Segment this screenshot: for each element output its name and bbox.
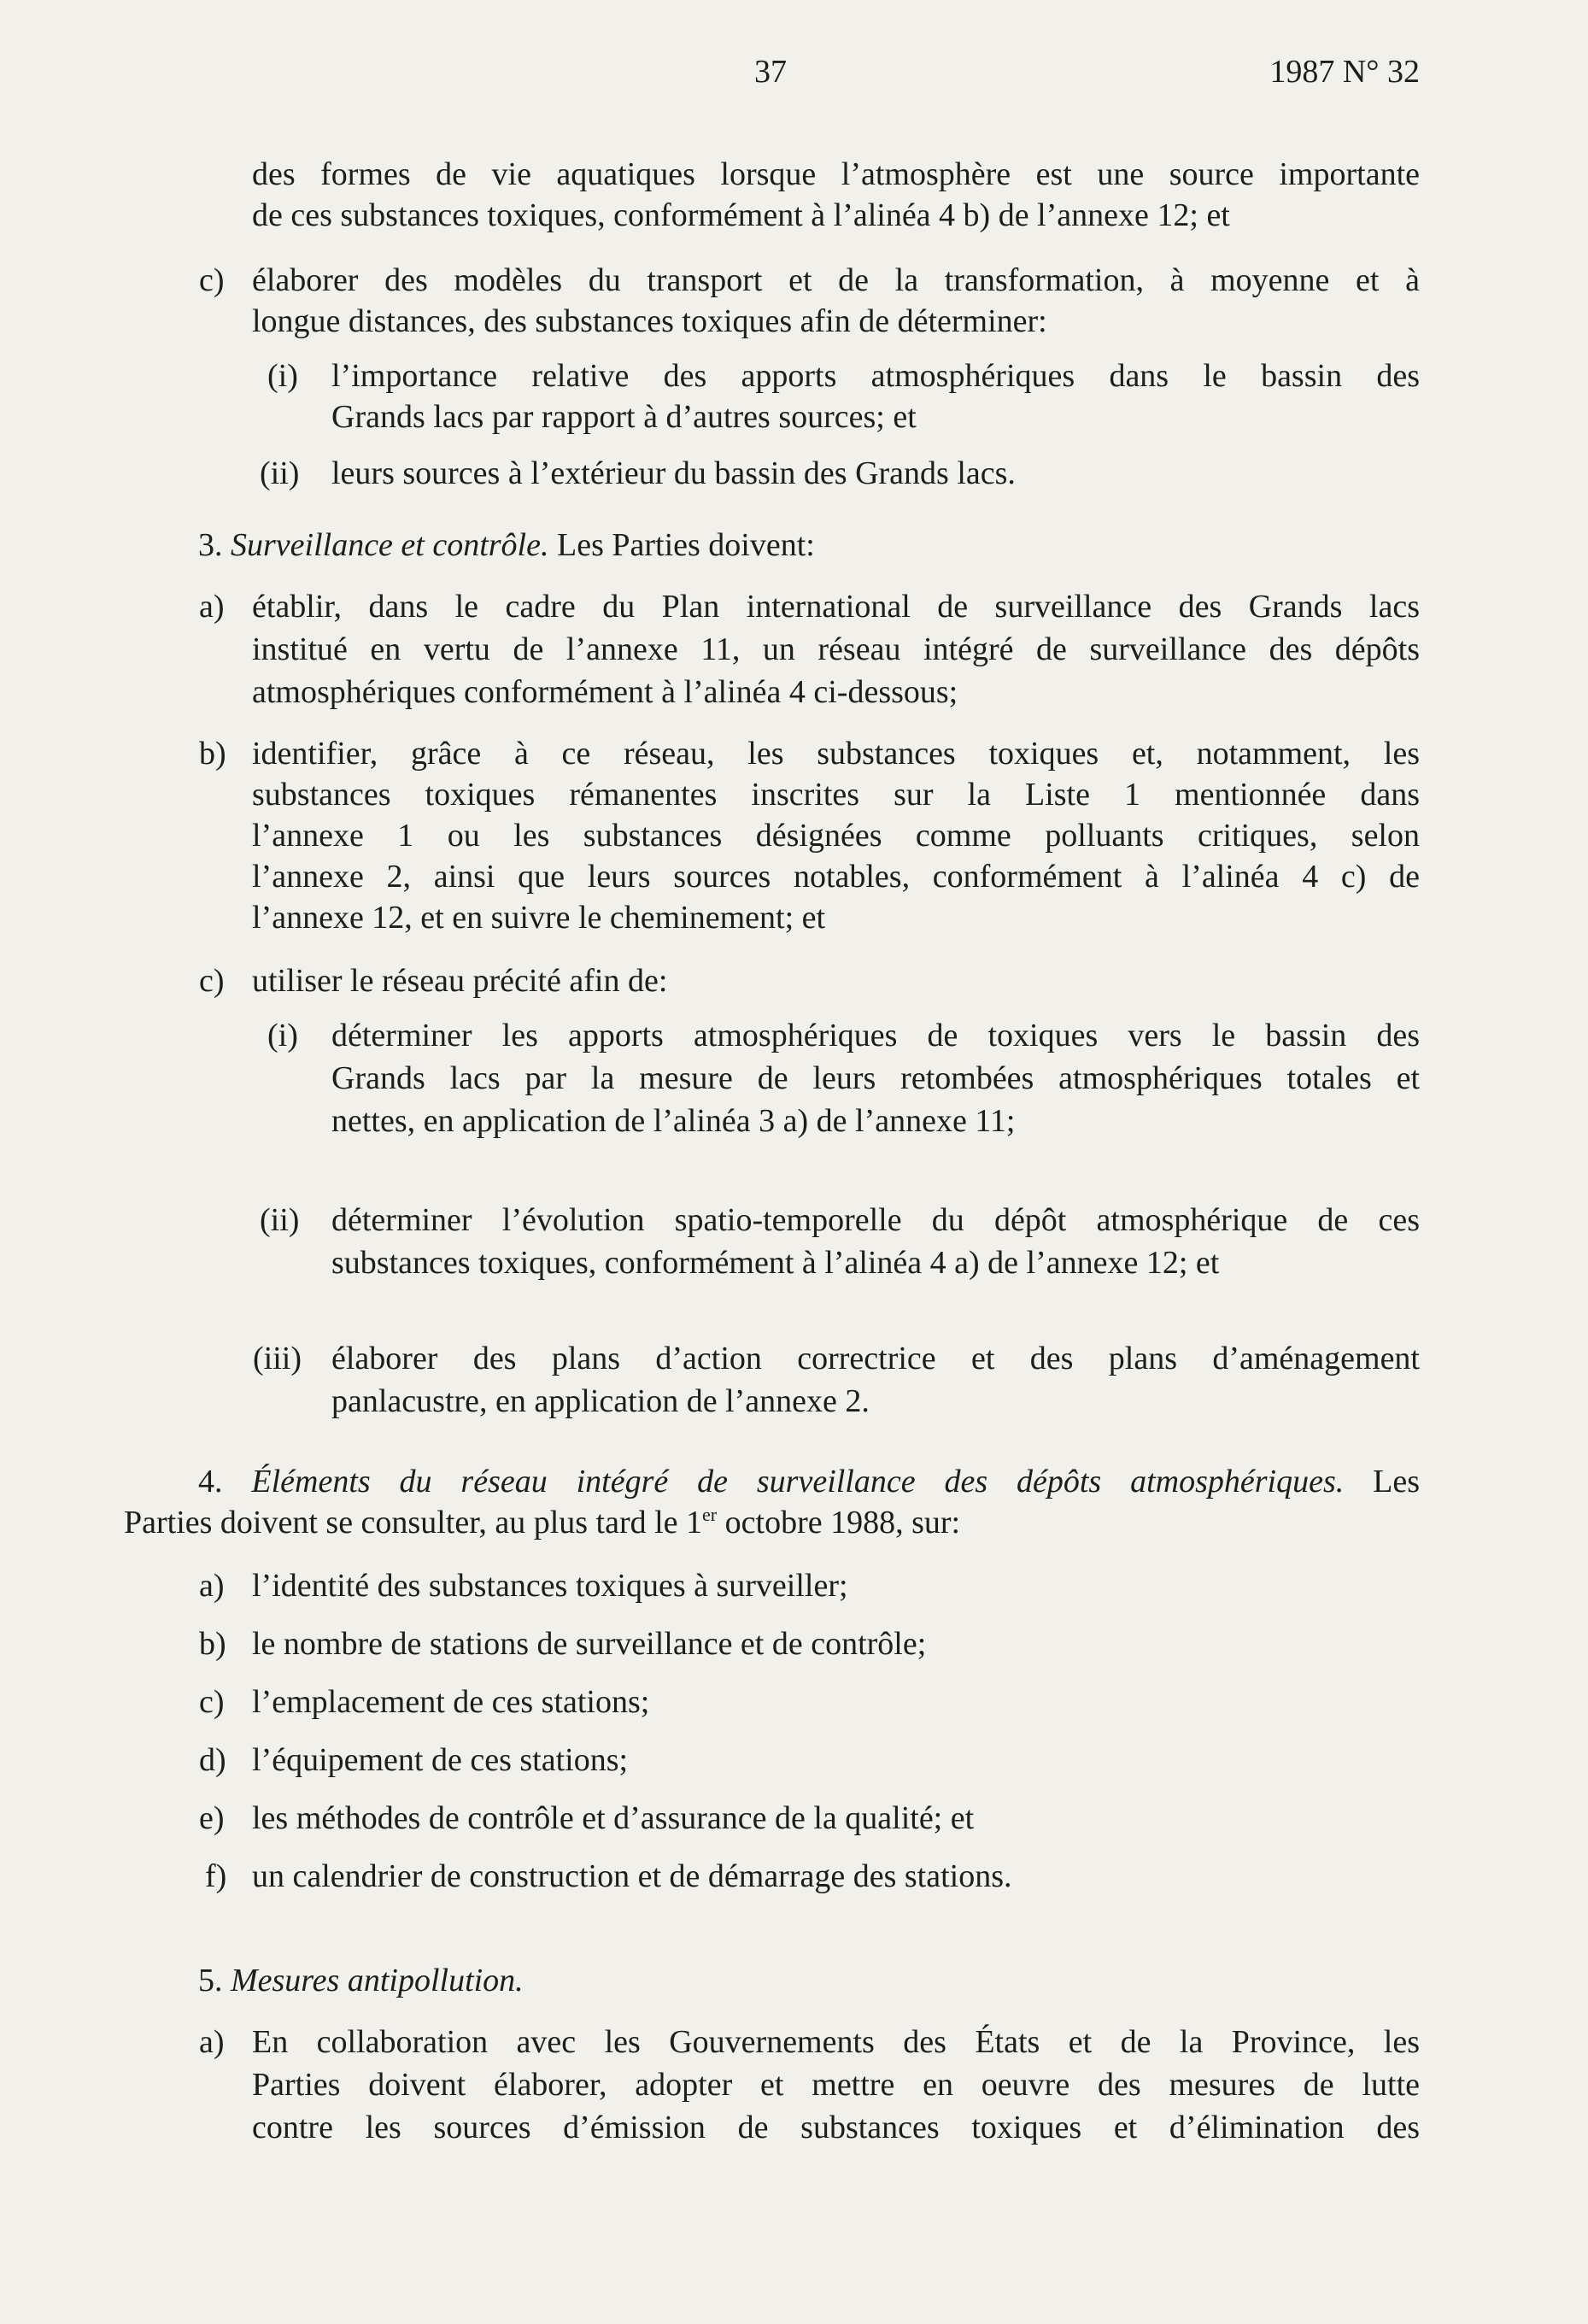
text-line: Grands lacs par la mesure de leurs retombées atmosphériques totales et — [331, 1060, 1420, 1096]
text-line: longue distances, des substances toxiques afin de déterminer: — [252, 303, 1047, 339]
item-label: (i) — [267, 1018, 298, 1053]
text-line: un calendrier de construction et de démarrage des stations. — [252, 1858, 1012, 1894]
section-number: 3. — [198, 527, 223, 563]
text-line: l’annexe 2, ainsi que leurs sources notables, conformément à l’alinéa 4 c) de — [252, 859, 1420, 895]
section-title: Surveillance et contrôle. — [231, 527, 549, 563]
text-segment: Parties doivent se consulter, au plus tard le 1 — [124, 1505, 703, 1541]
text-line: leurs sources à l’extérieur du bassin des Grands lacs. — [331, 455, 1016, 491]
item-label: (i) — [267, 358, 298, 394]
superscript: er — [702, 1504, 718, 1525]
item-label: a) — [199, 1568, 225, 1604]
text-line — [124, 1500, 1420, 1545]
item-label: b) — [199, 1626, 226, 1662]
item-label: a) — [199, 589, 225, 625]
item-label: c) — [199, 262, 225, 298]
page-header — [0, 53, 1588, 104]
text-line: élaborer des modèles du transport et de la transformation, à moyenne et à — [252, 262, 1420, 298]
section-number: 5. — [198, 1963, 223, 1998]
text-line: Parties doivent élaborer, adopter et mettre en oeuvre des mesures de lutte — [252, 2067, 1420, 2103]
text-line: panlacustre, en application de l’annexe 2. — [331, 1383, 870, 1419]
text-line: utiliser le réseau précité afin de: — [252, 963, 668, 999]
section-title: Éléments du réseau intégré de surveillance des dépôts atmosphériques. — [251, 1464, 1345, 1499]
section-heading — [198, 523, 1420, 567]
text-line: nettes, en application de l’alinéa 3 a) de l’annexe 11; — [331, 1103, 1016, 1139]
text-line: atmosphériques conformément à l’alinéa 4 ci-dessous; — [252, 674, 958, 710]
text-line: substances toxiques, conformément à l’alinéa 4 a) de l’annexe 12; et — [331, 1245, 1220, 1281]
text-line: l’annexe 12, et en suivre le cheminement; et — [252, 900, 826, 936]
section-text: Les — [1344, 1464, 1421, 1499]
text-line: identifier, grâce à ce réseau, les substances toxiques et, notamment, les — [252, 736, 1420, 772]
item-label: (iii) — [253, 1341, 302, 1376]
section-number: 4. — [198, 1464, 223, 1499]
item-label: d) — [199, 1742, 226, 1778]
section-title: Mesures antipollution. — [231, 1963, 524, 1998]
text-line: l’annexe 1 ou les substances désignées comme polluants critiques, selon — [252, 818, 1420, 854]
item-label: c) — [199, 963, 225, 999]
text-line: En collaboration avec les Gouvernements des États et de la Province, les — [252, 2024, 1420, 2060]
section-heading — [198, 1958, 1420, 2003]
item-label: c) — [199, 1684, 225, 1720]
document-reference: 1987 N° 32 — [1269, 54, 1420, 90]
text-line: déterminer les apports atmosphériques de toxiques vers le bassin des — [331, 1018, 1420, 1053]
text-line: institué en vertu de l’annexe 11, un réseau intégré de surveillance des dépôts — [252, 631, 1420, 667]
text-line: le nombre de stations de surveillance et de contrôle; — [252, 1626, 927, 1662]
text-line: établir, dans le cadre du Plan international de surveillance des Grands lacs — [252, 589, 1420, 625]
text-line: déterminer l’évolution spatio-temporelle du dépôt atmosphérique de ces — [331, 1202, 1420, 1238]
item-label: a) — [199, 2024, 225, 2060]
text-line: élaborer des plans d’action correctrice et des plans d’aménagement — [331, 1341, 1420, 1376]
text-line: l’importance relative des apports atmosphériques dans le bassin des — [331, 358, 1420, 394]
text-line: des formes de vie aquatiques lorsque l’atmosphère est une source importante — [252, 156, 1420, 192]
text-segment: octobre 1988, sur: — [717, 1505, 961, 1541]
item-label: b) — [199, 736, 226, 772]
text-line: substances toxiques rémanentes inscrites sur la Liste 1 mentionnée dans — [252, 777, 1420, 813]
text-line: l’identité des substances toxiques à surveiller; — [252, 1568, 848, 1604]
text-line: l’équipement de ces stations; — [252, 1742, 629, 1778]
section-text: Les Parties doivent: — [548, 527, 815, 563]
item-label: (ii) — [260, 1202, 300, 1238]
item-label: e) — [199, 1800, 225, 1836]
page-number: 37 — [754, 54, 787, 90]
item-label: f) — [205, 1858, 227, 1894]
text-line: l’emplacement de ces stations; — [252, 1684, 650, 1720]
text-line: contre les sources d’émission de substances toxiques et d’élimination des — [252, 2110, 1420, 2145]
section-heading — [198, 1459, 1420, 1504]
text-line: de ces substances toxiques, conformément à l’alinéa 4 b) de l’annexe 12; et — [252, 197, 1230, 233]
item-label: (ii) — [260, 455, 300, 491]
text-line: les méthodes de contrôle et d’assurance de la qualité; et — [252, 1800, 975, 1836]
text-line: Grands lacs par rapport à d’autres sources; et — [331, 399, 917, 435]
